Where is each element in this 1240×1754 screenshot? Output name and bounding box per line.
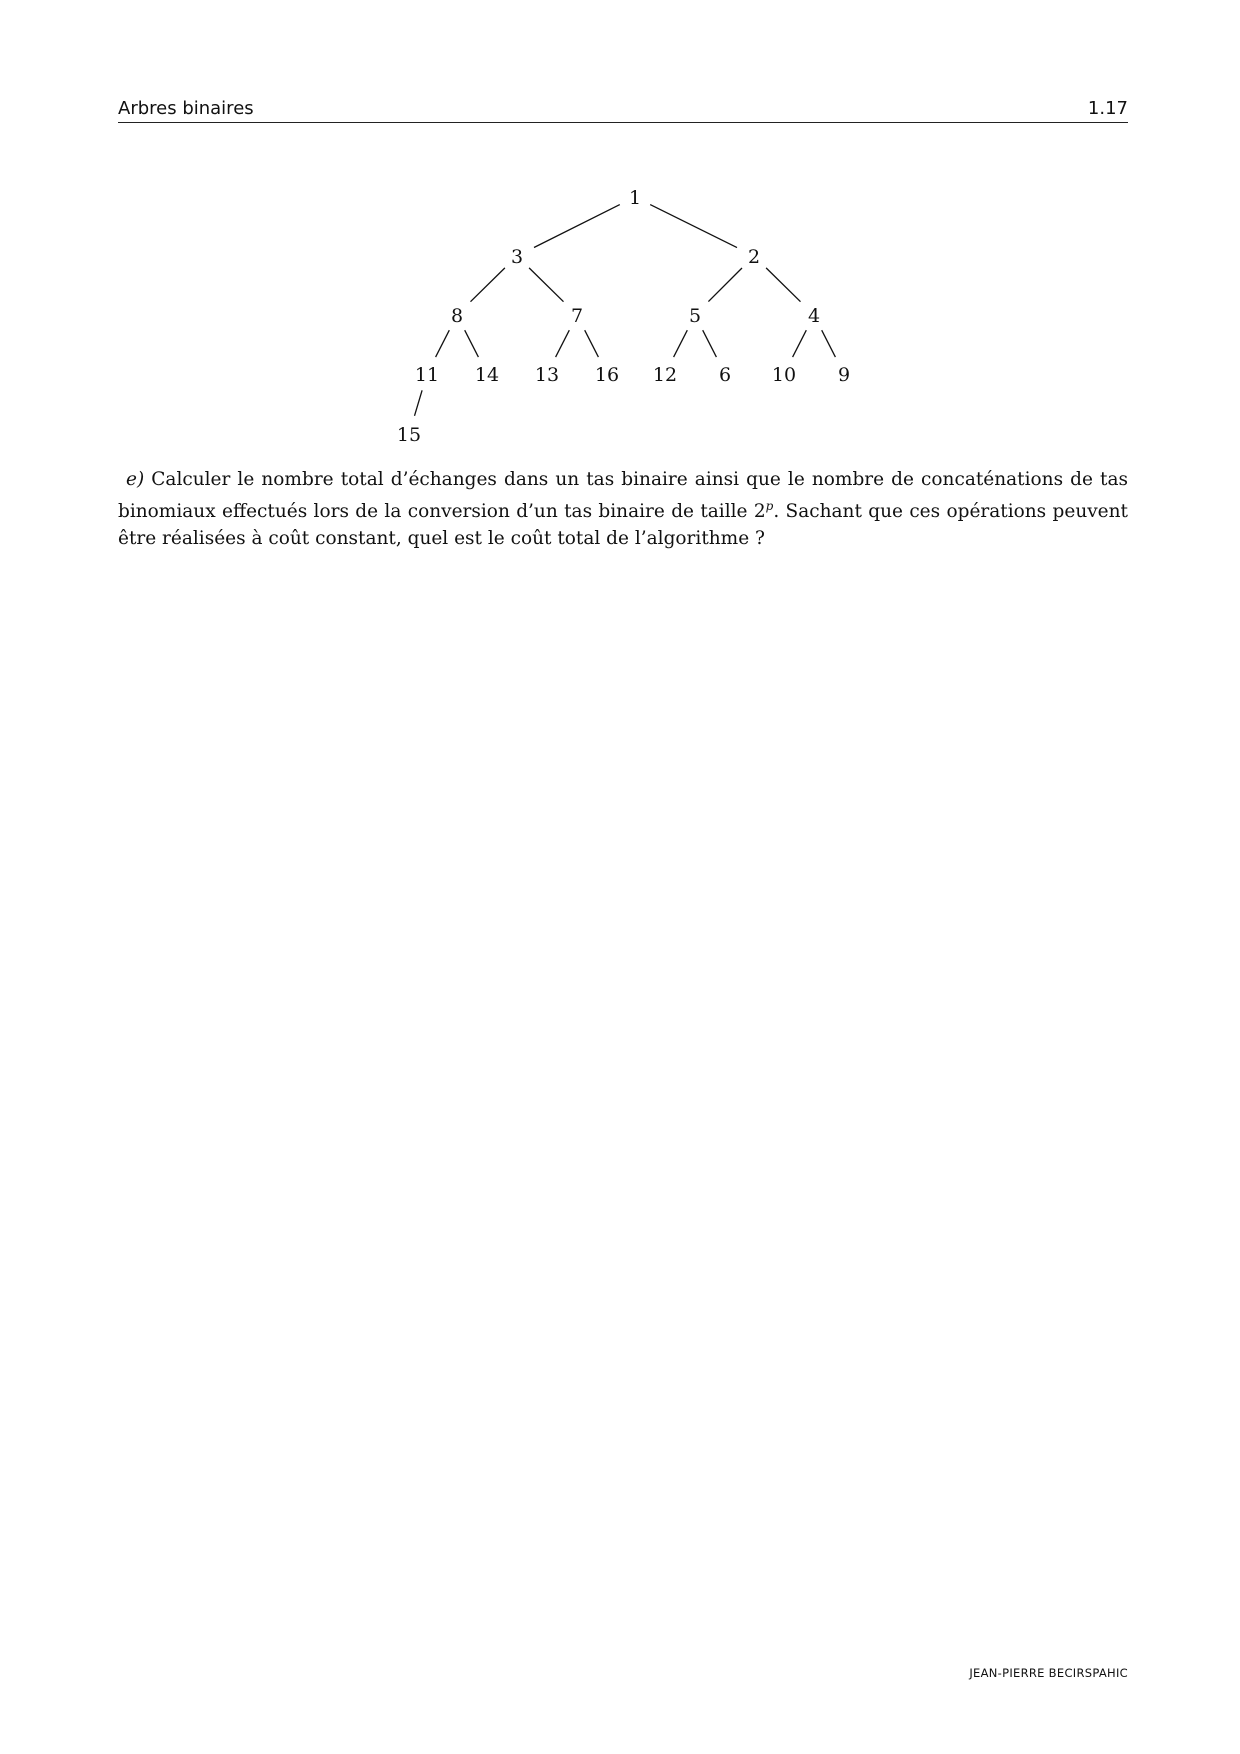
- tree-node-10: 10: [771, 364, 797, 386]
- tree-node-14: 14: [474, 364, 500, 386]
- tree-edge: [415, 390, 423, 416]
- tree-node-2: 2: [747, 246, 761, 268]
- tree-node-16: 16: [594, 364, 620, 386]
- tree-edge: [674, 330, 688, 357]
- tree-edge: [436, 330, 450, 357]
- tree-node-4: 4: [807, 305, 821, 327]
- tree-node-8: 8: [450, 305, 464, 327]
- tree-edge: [650, 205, 737, 248]
- tree-edge: [766, 268, 800, 302]
- tree-edge: [465, 330, 479, 357]
- tree-edge: [822, 330, 836, 357]
- tree-edge: [529, 268, 563, 302]
- exercise-paragraph: [118, 466, 1128, 552]
- chapter-title: Arbres binaires: [118, 98, 254, 119]
- tree-nodes: [397, 187, 850, 446]
- tree-node-12: 12: [652, 364, 678, 386]
- tree-node-6: 6: [718, 364, 732, 386]
- tree-node-15: 15: [396, 424, 422, 446]
- tree-node-3: 3: [510, 246, 524, 268]
- tree-edge: [708, 268, 742, 302]
- tree-edge: [471, 268, 505, 302]
- tree-node-13: 13: [534, 364, 560, 386]
- exercise-label: e): [126, 469, 145, 490]
- tree-edge: [703, 330, 717, 357]
- binary-tree-diagram: [0, 0, 1240, 460]
- tree-node-1: 1: [628, 187, 642, 209]
- tree-node-7: 7: [570, 305, 584, 327]
- page-number: 1.17: [1087, 98, 1128, 119]
- exercise-text-after: . Sachant que ces opérations peuvent être réalisées à coût constant, quel est le coût total de l’algorithme ?: [118, 501, 1128, 550]
- tree-edge: [585, 330, 599, 357]
- tree-node-11: 11: [414, 364, 440, 386]
- tree-edge: [793, 330, 807, 357]
- author-footer: JEAN-PIERRE BECIRSPAHIC: [969, 1666, 1128, 1680]
- tree-edge: [534, 205, 620, 248]
- tree-node-9: 9: [837, 364, 851, 386]
- tree-node-5: 5: [688, 305, 702, 327]
- exercise-text-before: Calculer le nombre total d’échanges dans un tas binaire ainsi que le nombre de concaténations de tas binomiaux effectués lors de la conversion d’un tas binaire de taille 2: [118, 469, 1128, 523]
- exercise-exponent: p: [765, 499, 774, 513]
- tree-edge: [556, 330, 570, 357]
